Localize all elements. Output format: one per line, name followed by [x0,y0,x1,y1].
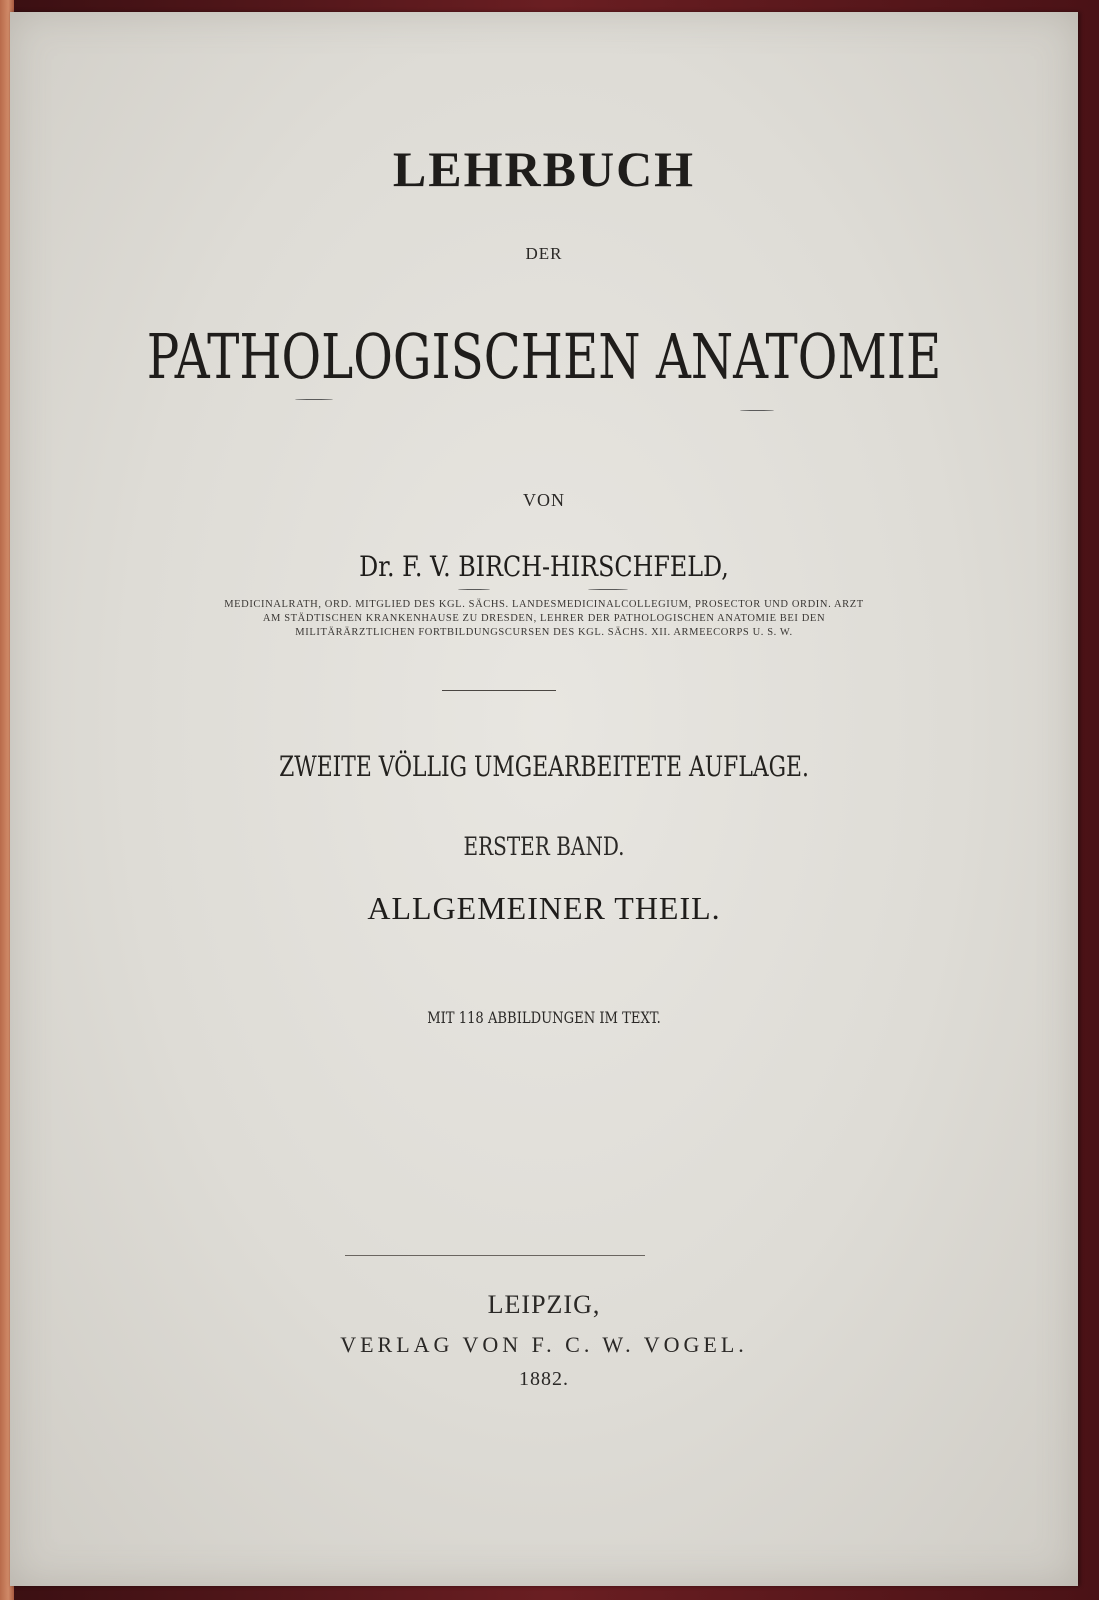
title-lehrbuch: LEHRBUCH [392,141,696,197]
title-connector: DER [525,244,563,263]
title-pathologischen-anatomie: PATHOLOGISCHEN ANATOMIE [146,320,942,393]
publisher-name: VERLAG VON F. C. W. VOGEL. [340,1332,748,1357]
divider-rule [345,1255,645,1256]
author-credentials-line: MILITÄRÄRZTLICHEN FORTBILDUNGSCURSEN DES KGL. SÄCHS. XII. ARMEECORPS U. S. W. [295,627,793,638]
title-page [10,12,1078,1586]
pencil-underline-mark [588,589,628,590]
divider-rule [442,690,556,691]
volume-label: ERSTER BAND. [463,832,625,861]
author-credentials-line: MEDICINALRATH, ORD. MITGLIED DES KGL. SÄCHS. LANDESMEDICINALCOLLEGIUM, PROSECTOR UND ORDIN. ARZT [224,599,864,610]
author-preposition: VON [523,490,565,510]
publication-place: LEIPZIG, [487,1290,601,1319]
pencil-underline-mark [458,589,490,590]
author-credentials-line: AM STÄDTISCHEN KRANKENHAUSE ZU DRESDEN, LEHRER DER PATHOLOGISCHEN ANATOMIE BEI DEN [262,613,826,624]
author-name: Dr. F. V. BIRCH-HIRSCHFELD, [359,550,729,583]
part-title: ALLGEMEINER THEIL. [367,890,721,926]
publication-year: 1882. [519,1368,569,1390]
pencil-underline-mark [740,410,774,411]
illustrations-note: MIT 118 ABBILDUNGEN IM TEXT. [427,1008,661,1027]
edition-statement: ZWEITE VÖLLIG UMGEARBEITETE AUFLAGE. [279,750,809,783]
pencil-underline-mark [295,399,333,400]
